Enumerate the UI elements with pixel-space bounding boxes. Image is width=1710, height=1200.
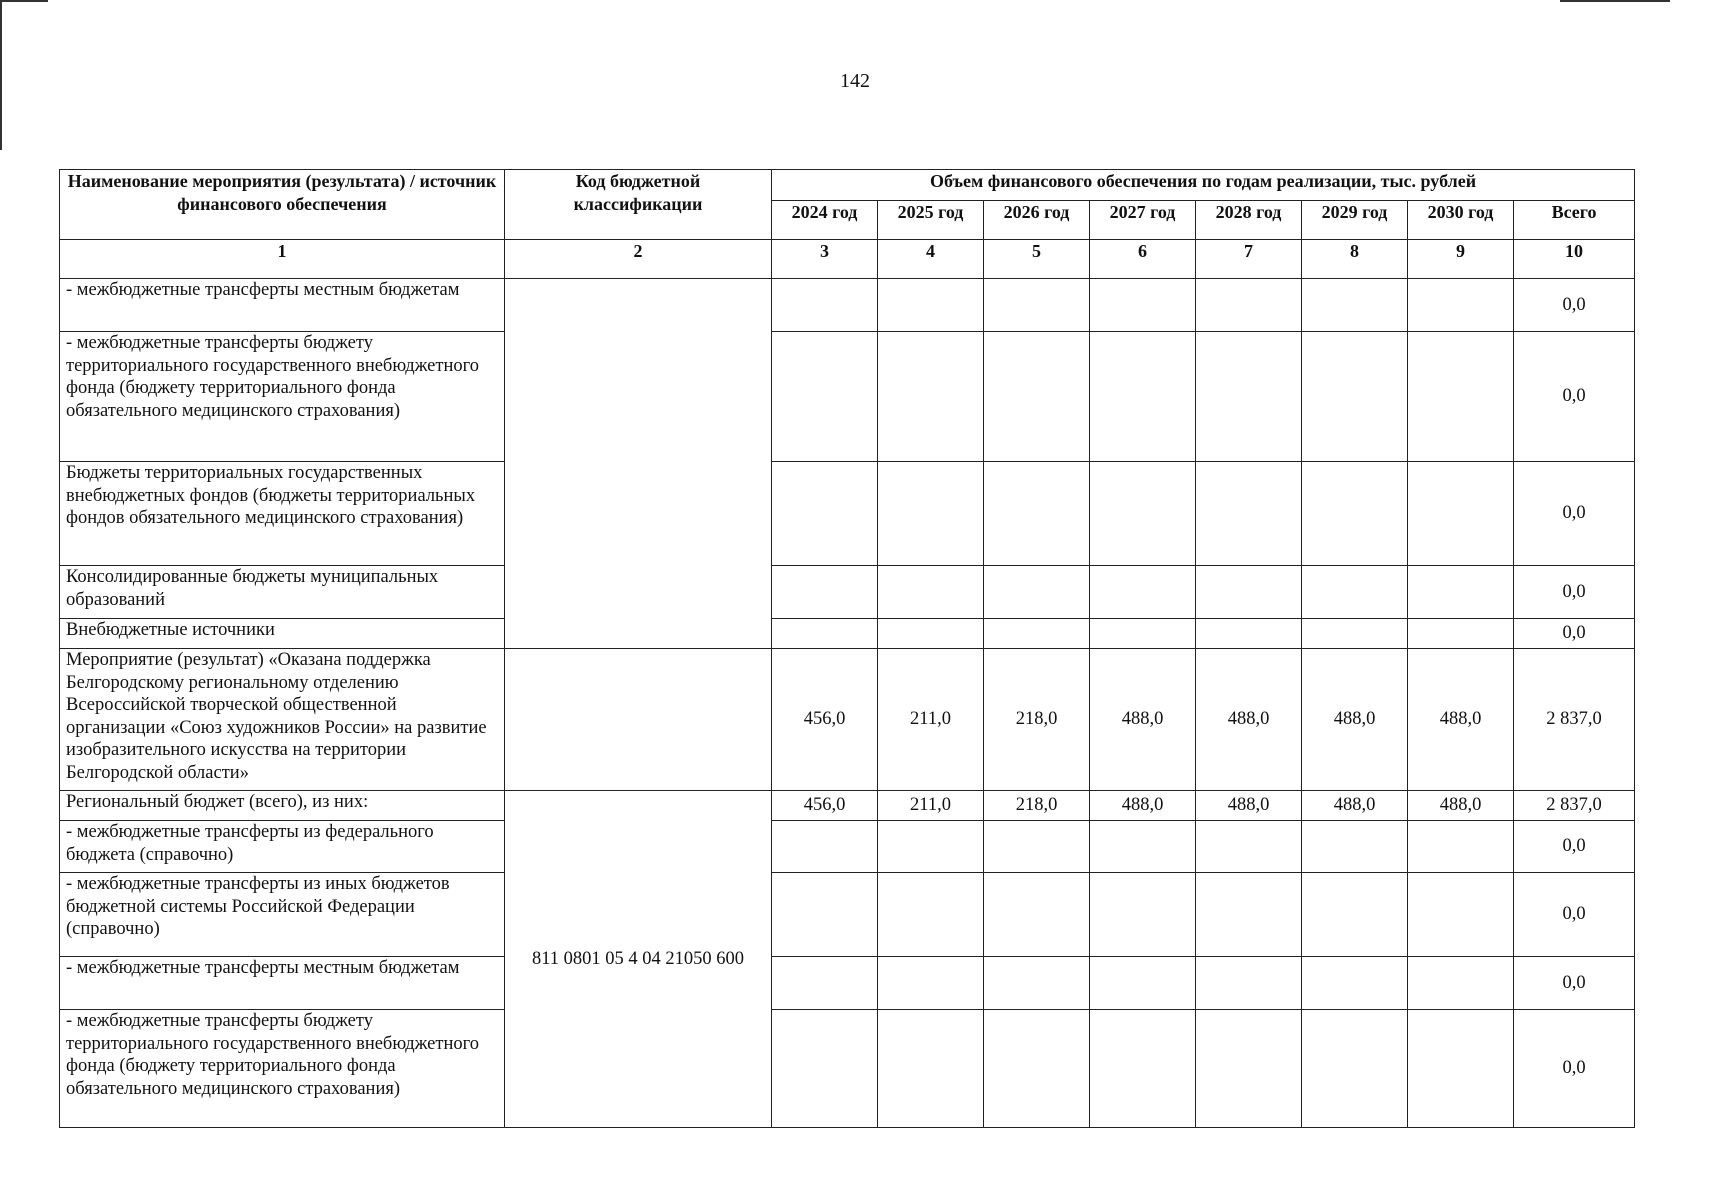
header-year: 2029 год	[1302, 201, 1408, 240]
row-name: Мероприятие (результат) «Оказана поддержка Белгородскому региональному отделению Всероссийской творческой общественной организации «Союз художников России» на развитие изобразительного искусства на территории Белгородской области»	[60, 649, 505, 791]
table-row	[60, 873, 1635, 957]
value-cell	[1302, 462, 1408, 566]
row-name: Региональный бюджет (всего), из них:	[60, 791, 505, 821]
value-cell: 488,0	[1090, 791, 1196, 821]
value-cell	[1090, 619, 1196, 649]
row-name: - межбюджетные трансферты из федерального бюджета (справочно)	[60, 821, 505, 873]
column-number-row	[60, 240, 1635, 279]
value-cell	[984, 821, 1090, 873]
header-year: 2024 год	[772, 201, 878, 240]
header-year: 2028 год	[1196, 201, 1302, 240]
page-number: 142	[840, 70, 870, 92]
value-cell	[1090, 566, 1196, 619]
value-cell	[878, 566, 984, 619]
value-cell: 488,0	[1090, 649, 1196, 791]
total-cell: 0,0	[1514, 821, 1635, 873]
value-cell	[1408, 1010, 1514, 1128]
header-year: 2030 год	[1408, 201, 1514, 240]
value-cell	[772, 462, 878, 566]
value-cell	[878, 332, 984, 462]
value-cell: 456,0	[772, 649, 878, 791]
value-cell	[1408, 279, 1514, 332]
value-cell	[1090, 462, 1196, 566]
value-cell: 488,0	[1408, 649, 1514, 791]
value-cell	[1196, 821, 1302, 873]
value-cell	[984, 462, 1090, 566]
column-number: 8	[1302, 240, 1408, 279]
value-cell: 211,0	[878, 649, 984, 791]
budget-code-cell	[505, 649, 772, 791]
value-cell	[1196, 873, 1302, 957]
value-cell	[984, 332, 1090, 462]
value-cell: 488,0	[1302, 649, 1408, 791]
column-number: 7	[1196, 240, 1302, 279]
value-cell: 211,0	[878, 791, 984, 821]
value-cell	[1302, 821, 1408, 873]
value-cell	[1090, 957, 1196, 1010]
value-cell	[1196, 332, 1302, 462]
table-row	[60, 1010, 1635, 1128]
total-cell: 0,0	[1514, 462, 1635, 566]
value-cell	[1196, 957, 1302, 1010]
value-cell	[984, 279, 1090, 332]
value-cell	[1196, 279, 1302, 332]
budget-code-cell	[505, 279, 772, 649]
value-cell	[1090, 821, 1196, 873]
value-cell	[984, 957, 1090, 1010]
value-cell	[878, 957, 984, 1010]
total-cell: 0,0	[1514, 566, 1635, 619]
value-cell: 488,0	[1196, 649, 1302, 791]
row-name: - межбюджетные трансферты из иных бюджетов бюджетной системы Российской Федерации (справочно)	[60, 873, 505, 957]
value-cell: 488,0	[1196, 791, 1302, 821]
value-cell	[772, 619, 878, 649]
total-cell: 0,0	[1514, 957, 1635, 1010]
row-name: Бюджеты территориальных государственных внебюджетных фондов (бюджеты территориальных фондов обязательного медицинского страхования)	[60, 462, 505, 566]
value-cell	[1090, 279, 1196, 332]
header-year: 2025 год	[878, 201, 984, 240]
row-name: - межбюджетные трансферты бюджету территориального государственного внебюджетного фонда (бюджету территориального фонда обязательного медицинского страхования)	[60, 332, 505, 462]
value-cell	[1302, 1010, 1408, 1128]
column-number: 5	[984, 240, 1090, 279]
header-total: Всего	[1514, 201, 1635, 240]
value-cell	[1302, 332, 1408, 462]
value-cell	[772, 332, 878, 462]
row-name: - межбюджетные трансферты местным бюджетам	[60, 957, 505, 1010]
column-number: 6	[1090, 240, 1196, 279]
value-cell	[878, 821, 984, 873]
budget-table	[59, 169, 1635, 1128]
value-cell	[1408, 462, 1514, 566]
value-cell: 218,0	[984, 649, 1090, 791]
total-cell: 2 837,0	[1514, 791, 1635, 821]
value-cell	[772, 566, 878, 619]
value-cell	[1408, 619, 1514, 649]
value-cell	[772, 957, 878, 1010]
value-cell	[772, 279, 878, 332]
value-cell	[984, 619, 1090, 649]
value-cell	[984, 873, 1090, 957]
table-row	[60, 566, 1635, 619]
value-cell	[1302, 619, 1408, 649]
value-cell	[1302, 279, 1408, 332]
value-cell	[1408, 957, 1514, 1010]
header-year: 2026 год	[984, 201, 1090, 240]
scan-border-top-right	[1560, 0, 1670, 2]
value-cell	[878, 1010, 984, 1128]
column-number: 2	[505, 240, 772, 279]
table-row	[60, 619, 1635, 649]
header-volume: Объем финансового обеспечения по годам реализации, тыс. рублей	[772, 170, 1635, 201]
column-number: 1	[60, 240, 505, 279]
value-cell	[1196, 462, 1302, 566]
value-cell	[1196, 619, 1302, 649]
value-cell	[1408, 332, 1514, 462]
value-cell	[984, 1010, 1090, 1128]
value-cell	[1408, 821, 1514, 873]
column-number: 9	[1408, 240, 1514, 279]
column-number: 3	[772, 240, 878, 279]
table-row	[60, 649, 1635, 791]
row-name: Внебюджетные источники	[60, 619, 505, 649]
value-cell	[1302, 566, 1408, 619]
table-row	[60, 821, 1635, 873]
header-code: Код бюджетной классификации	[505, 170, 772, 240]
value-cell	[772, 1010, 878, 1128]
column-number: 4	[878, 240, 984, 279]
value-cell	[1302, 957, 1408, 1010]
table-row	[60, 279, 1635, 332]
header-name: Наименование мероприятия (результата) / источник финансового обеспечения	[60, 170, 505, 240]
table-row	[60, 791, 1635, 821]
total-cell: 2 837,0	[1514, 649, 1635, 791]
budget-code-cell: 811 0801 05 4 04 21050 600	[505, 791, 772, 1128]
row-name: - межбюджетные трансферты местным бюджетам	[60, 279, 505, 332]
value-cell	[878, 462, 984, 566]
value-cell	[1302, 873, 1408, 957]
value-cell	[772, 873, 878, 957]
header-row	[60, 170, 1635, 201]
value-cell	[878, 619, 984, 649]
total-cell: 0,0	[1514, 279, 1635, 332]
scan-border-top-left	[0, 0, 48, 2]
value-cell	[1090, 332, 1196, 462]
header-year: 2027 год	[1090, 201, 1196, 240]
table-row	[60, 462, 1635, 566]
value-cell	[1408, 566, 1514, 619]
total-cell: 0,0	[1514, 1010, 1635, 1128]
total-cell: 0,0	[1514, 619, 1635, 649]
row-name: - межбюджетные трансферты бюджету территориального государственного внебюджетного фонда (бюджету территориального фонда обязательного медицинского страхования)	[60, 1010, 505, 1128]
table-row	[60, 332, 1635, 462]
value-cell	[772, 821, 878, 873]
total-cell: 0,0	[1514, 332, 1635, 462]
table-row	[60, 957, 1635, 1010]
total-cell: 0,0	[1514, 873, 1635, 957]
value-cell	[1090, 1010, 1196, 1128]
value-cell: 456,0	[772, 791, 878, 821]
value-cell	[878, 279, 984, 332]
value-cell: 218,0	[984, 791, 1090, 821]
value-cell: 488,0	[1302, 791, 1408, 821]
column-number: 10	[1514, 240, 1635, 279]
value-cell	[984, 566, 1090, 619]
value-cell	[1408, 873, 1514, 957]
value-cell: 488,0	[1408, 791, 1514, 821]
row-name: Консолидированные бюджеты муниципальных образований	[60, 566, 505, 619]
value-cell	[878, 873, 984, 957]
value-cell	[1196, 1010, 1302, 1128]
value-cell	[1196, 566, 1302, 619]
value-cell	[1090, 873, 1196, 957]
